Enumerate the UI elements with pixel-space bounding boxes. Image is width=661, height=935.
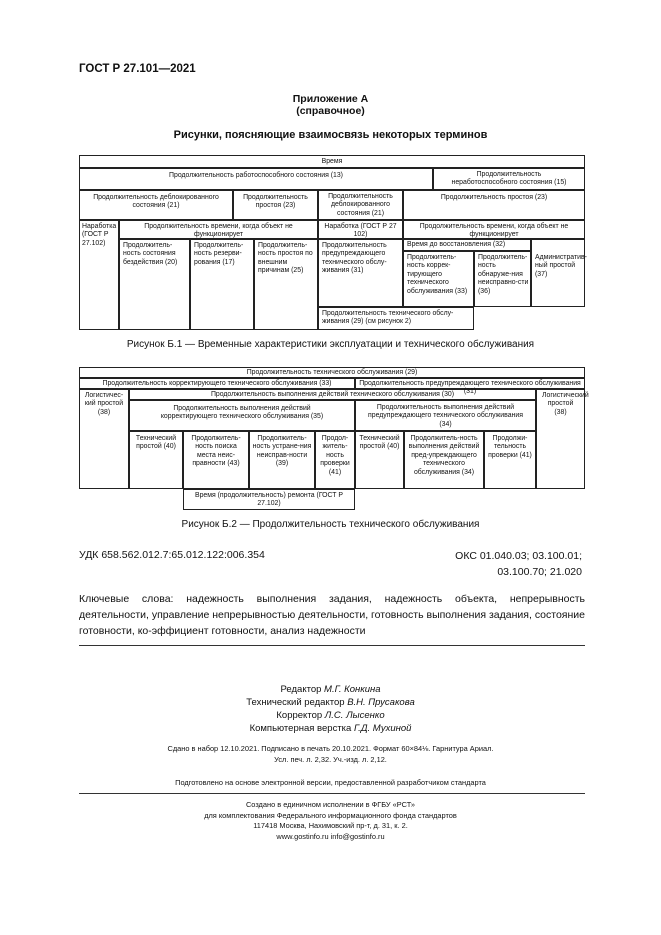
f1-mtbf-a: Наработка (ГОСТ Р 27.102) [82, 223, 117, 247]
imprint-line-1: Сдано в набор 12.10.2021. Подписано в печать 20.10.2021. Формат 60×84⅛. Гарнитура Ариал. [167, 744, 494, 753]
prepared-note: Подготовлено на основе электронной версии, предоставленной разработчиком стандарта [175, 778, 486, 787]
f1-notfunc-b: Продолжительность времени, когда объект не функционирует [419, 223, 569, 239]
credit-proofreader-name: Л.С. Лысенко [324, 710, 385, 722]
produced-line-4: www.gostinfo.ru info@gostinfo.ru [276, 832, 385, 842]
f1-external-idle: Продолжитель-ность простоя по внешним причинам (25) [258, 242, 313, 275]
credit-layout-name: Г.Д. Мухиной [353, 723, 412, 735]
f1-mtbf-b: Наработка (ГОСТ Р 27 102) [324, 223, 397, 239]
f1-operable: Продолжительность работоспособного состояния (13) [169, 172, 343, 179]
f1-corrective: Продолжитель-ность коррек-тирующего технического обслуживания (33) [407, 254, 468, 295]
f2-preventive: Продолжительность предупреждающего технического обслуживания (31) [359, 380, 581, 396]
f2-fault-search: Продолжитель-ность поиска места неис-правности (43) [191, 435, 241, 468]
f2-check-a: Продол-житель-ность проверки (41) [320, 435, 350, 476]
f2-corrective-actions: Продолжительность выполнения действий корректирующего технического обслуживания (35) [160, 405, 324, 421]
f1-preventive: Продолжительность предупреждающего технического обслу-живания (31) [322, 242, 387, 275]
f2-tech-idle-a: Технический простой (40) [135, 435, 177, 451]
produced-line-3: 117418 Москва, Нахимовский пр-т, д. 31, к. 2. [253, 821, 408, 831]
f2-maintenance: Продолжительность технического обслуживания (29) [246, 369, 418, 376]
f2-fault-repair: Продолжитель-ность устране-ния неисправ-ности (39) [252, 435, 312, 468]
imprint-line-2: Усл. печ. л. 2,32. Уч.-изд. л. 2,12. [274, 755, 387, 765]
f2-logistic-a: Логистичес-кий простой (38) [84, 392, 124, 416]
figure-2-caption: Рисунок Б.2 — Продолжительность технического обслуживания [181, 519, 480, 530]
f1-inaction: Продолжитель-ность состояния бездействия (20) [123, 242, 178, 266]
f1-unblocked-a: Продолжительность деблокированного состояния (21) [93, 194, 219, 210]
f2-preventive-actions: Продолжительность выполнения действий предупреждающего технического обслуживания (34) [368, 404, 523, 428]
f1-admin: Административ-ный простой (37) [535, 254, 587, 278]
f1-idle-a: Продолжительность простоя (23) [243, 194, 308, 210]
udk-code: УДК 658.562.012.7:65.012.122:006.354 [79, 549, 265, 561]
produced-line-2: для комплектования Федерального информационного фонда стандартов [204, 810, 457, 820]
credit-editor [0, 683, 661, 696]
f1-recovery: Время до восстановления (32) [407, 241, 506, 248]
f1-idle-b: Продолжительность простоя (23) [440, 194, 548, 201]
f2-repair-time: Время (продолжительность) ремонта (ГОСТ Р 27.102) [194, 492, 344, 508]
f2-actions: Продолжительность выполнения действий технического обслуживания (30) [210, 391, 455, 398]
f2-preventive-perform: Продолжитель-ность выполнения действий пред-упреждающего технического обслуживания (34) [408, 435, 480, 476]
f1-notfunc-a: Продолжительность времени, когда объект не функционирует [144, 223, 293, 239]
oks-line-1: ОКС 01.040.03; 03.100.01; [455, 550, 582, 562]
document-code: ГОСТ Р 27.101—2021 [79, 63, 196, 75]
f2-logistic-b: Логистический простой (38) [542, 392, 589, 416]
credit-tech-editor-name: В.Н. Прусакова [347, 697, 415, 709]
f2-check-b: Продолжи-тельность проверки (41) [488, 435, 532, 459]
oks-line-2: 03.100.70; 21.020 [497, 565, 582, 578]
appendix-subtitle: (справочное) [296, 105, 365, 117]
appendix-title: Приложение А [292, 93, 369, 105]
f2-tech-idle-b: Технический простой (40) [359, 435, 400, 451]
divider-keywords [79, 645, 585, 646]
credit-proofreader-role: Корректор [276, 710, 323, 722]
section-title: Рисунки, поясняющие взаимосвязь некоторых терминов [173, 129, 488, 141]
credit-proofreader [0, 709, 661, 722]
produced-line-1: Создано в единичном исполнении в ФГБУ «РСТ» [245, 800, 416, 809]
credit-layout-role: Компьютерная верстка [249, 723, 352, 735]
f1-maintenance: Продолжительность технического обслу-живания (29) (см рисунок 2) [322, 310, 454, 326]
imprint-block [0, 743, 661, 765]
credit-editor-name: М.Г. Конкина [324, 684, 381, 695]
credit-editor-role: Редактор [280, 684, 322, 695]
divider-produced [79, 793, 585, 794]
f2-corrective: Продолжительность корректирующего технического обслуживания (33) [102, 380, 332, 387]
credits-block [0, 683, 661, 735]
f1-time: Время [321, 158, 343, 165]
produced-block [0, 800, 661, 843]
credit-tech-editor [0, 696, 661, 709]
f1-inoperable: Продолжительность неработоспособного состояния (15) [451, 171, 567, 187]
oks-code [455, 549, 582, 581]
credit-tech-editor-role: Технический редактор [246, 697, 345, 709]
f1-reserve: Продолжитель-ность резерви-рования (17) [194, 242, 244, 266]
f1-undetected: Продолжитель-ность обнаруже-ния неисправно-сти (36) [478, 254, 529, 295]
figure-1-caption: Рисунок Б.1 — Временные характеристики эксплуатации и технического обслуживания [126, 339, 535, 350]
credit-layout [0, 722, 661, 735]
f1-unblocked-b: Продолжительность деблокированного состояния (21) [328, 193, 393, 217]
keywords: Ключевые слова: надежность выполнения задания, надежность объекта, непрерывность деятельности, управление непрерывностью деятельности, готовность выполнения задания, состояние готовности, ко-эффициент готовности, анализ надежности [79, 593, 585, 637]
